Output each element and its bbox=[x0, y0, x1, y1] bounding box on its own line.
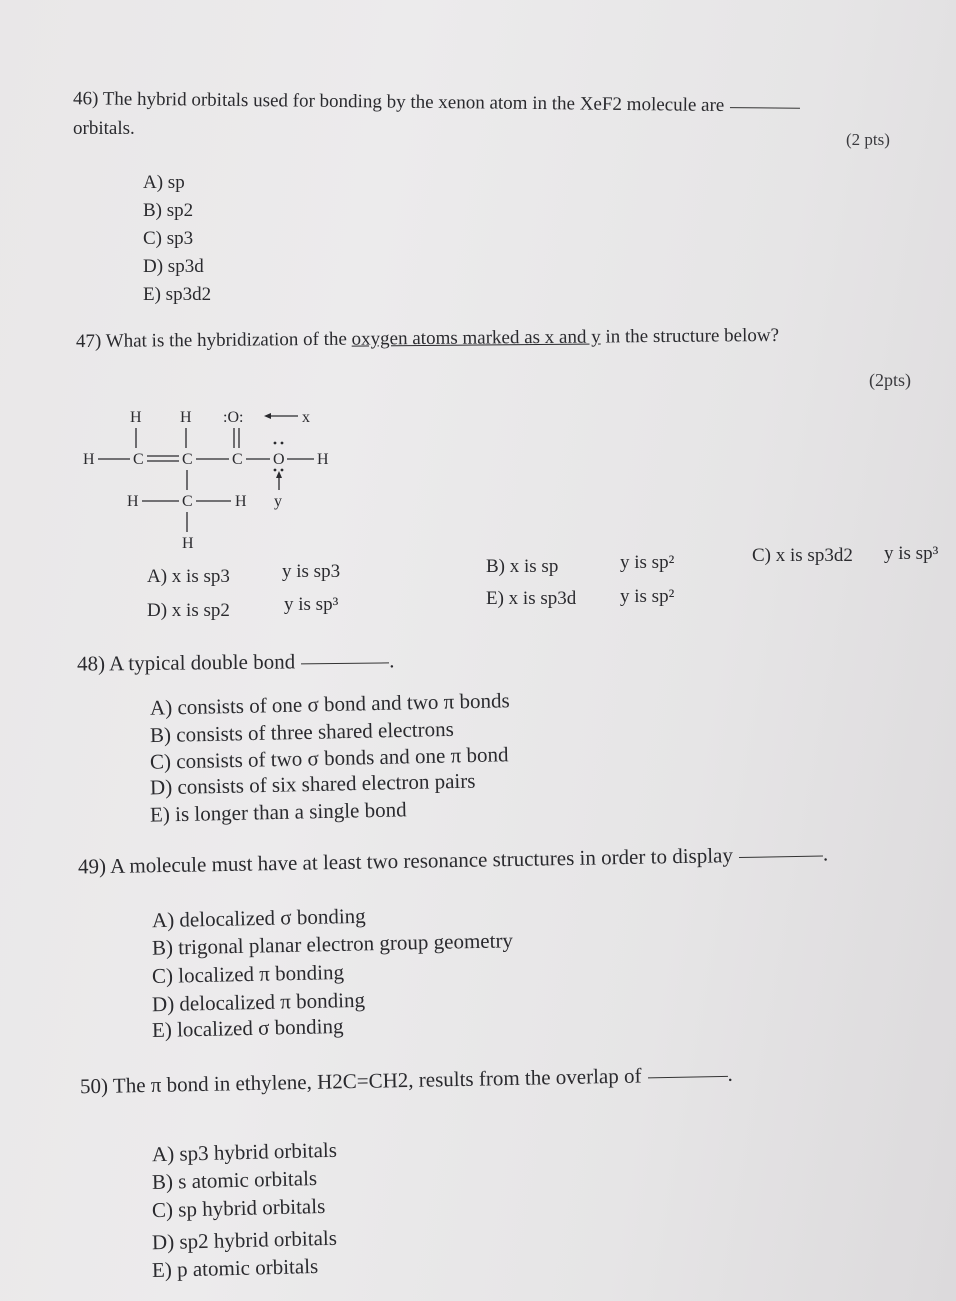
q50-option-d[interactable]: D) sp2 hybrid orbitals bbox=[151, 1225, 338, 1255]
q48-option-e[interactable]: E) is longer than a single bond bbox=[149, 797, 407, 827]
struct-h-lower-left: H bbox=[127, 493, 139, 510]
q46-stem-line1: 46) The hybrid orbitals used for bonding by the xenon atom in the XeF2 molecule are bbox=[73, 88, 801, 118]
q46-option-a[interactable]: A) sp bbox=[143, 172, 185, 193]
q49-option-d[interactable]: D) delocalized π bonding bbox=[151, 987, 366, 1017]
q47-structure-diagram bbox=[80, 398, 350, 558]
struct-h-right: H bbox=[317, 451, 329, 468]
struct-h-left: H bbox=[83, 451, 95, 468]
struct-h-top-2: H bbox=[180, 409, 192, 426]
q47-option-a-y: y is sp3 bbox=[282, 561, 341, 582]
q49-option-c[interactable]: C) localized π bonding bbox=[151, 959, 345, 989]
struct-h-lower-right: H bbox=[235, 493, 247, 510]
q50-option-e[interactable]: E) p atomic orbitals bbox=[151, 1253, 319, 1283]
q50-option-b[interactable]: B) s atomic orbitals bbox=[151, 1165, 318, 1195]
q46-stem-line2: orbitals. bbox=[73, 118, 135, 139]
struct-c2: C bbox=[182, 451, 193, 468]
q48-stem: 48) A typical double bond . bbox=[76, 648, 395, 676]
q47-option-a[interactable]: A) x is sp3 bbox=[147, 566, 230, 587]
q49-answer-blank[interactable] bbox=[739, 855, 823, 858]
q49-option-e[interactable]: E) localized σ bonding bbox=[151, 1013, 344, 1043]
q46-option-d[interactable]: D) sp3d bbox=[143, 256, 204, 277]
q46-option-c[interactable]: C) sp3 bbox=[143, 228, 194, 249]
q48-option-b[interactable]: B) consists of three shared electrons bbox=[149, 716, 455, 748]
struct-x-label: x bbox=[302, 409, 310, 426]
q49-option-b[interactable]: B) trigonal planar electron group geometry bbox=[151, 928, 514, 960]
q47-option-b-y: y is sp² bbox=[620, 552, 675, 573]
q47-underlined-phrase: oxygen atoms marked as x and y bbox=[351, 326, 601, 350]
q47-option-b[interactable]: B) x is sp bbox=[486, 556, 559, 577]
q46-answer-blank[interactable] bbox=[730, 106, 800, 109]
q47-option-e-y: y is sp² bbox=[620, 586, 675, 607]
struct-h-top-1: H bbox=[130, 409, 142, 426]
q49-option-a[interactable]: A) delocalized σ bonding bbox=[151, 903, 366, 933]
struct-c3: C bbox=[232, 451, 243, 468]
q47-option-d-y: y is sp³ bbox=[284, 594, 339, 615]
struct-c4: C bbox=[182, 493, 193, 510]
q48-option-c[interactable]: C) consists of two σ bonds and one π bond bbox=[149, 742, 509, 774]
q48-option-d[interactable]: D) consists of six shared electron pairs bbox=[149, 768, 476, 800]
q50-answer-blank[interactable] bbox=[648, 1075, 728, 1079]
q46-option-b[interactable]: B) sp2 bbox=[143, 200, 194, 221]
q46-option-e[interactable]: E) sp3d2 bbox=[143, 284, 212, 305]
q48-option-a[interactable]: A) consists of one σ bond and two π bonds bbox=[149, 688, 510, 720]
q47-option-c-y: y is sp³ bbox=[884, 543, 939, 564]
q47-option-c[interactable]: C) x is sp3d2 bbox=[752, 545, 853, 566]
struct-h-bottom: H bbox=[182, 535, 194, 552]
struct-y-label: y bbox=[274, 493, 282, 510]
q50-option-c[interactable]: C) sp hybrid orbitals bbox=[151, 1193, 326, 1223]
struct-o-top: :O: bbox=[223, 409, 244, 426]
q50-option-a[interactable]: A) sp3 hybrid orbitals bbox=[151, 1137, 338, 1167]
q47-points: (2pts) bbox=[869, 370, 911, 390]
q50-stem: 50) The π bond in ethylene, H2C=CH2, results from the overlap of . bbox=[79, 1061, 733, 1099]
struct-c1: C bbox=[133, 451, 144, 468]
q47-stem: 47) What is the hybridization of the oxygen atoms marked as x and y in the structure below? bbox=[75, 324, 780, 353]
q49-stem: 49) A molecule must have at least two resonance structures in order to display . bbox=[77, 841, 829, 879]
q47-option-e[interactable]: E) x is sp3d bbox=[486, 588, 577, 609]
q48-answer-blank[interactable] bbox=[301, 662, 389, 665]
struct-o-mid: O bbox=[273, 451, 285, 468]
q46-points: (2 pts) bbox=[846, 130, 890, 149]
q47-option-d[interactable]: D) x is sp2 bbox=[147, 600, 230, 621]
